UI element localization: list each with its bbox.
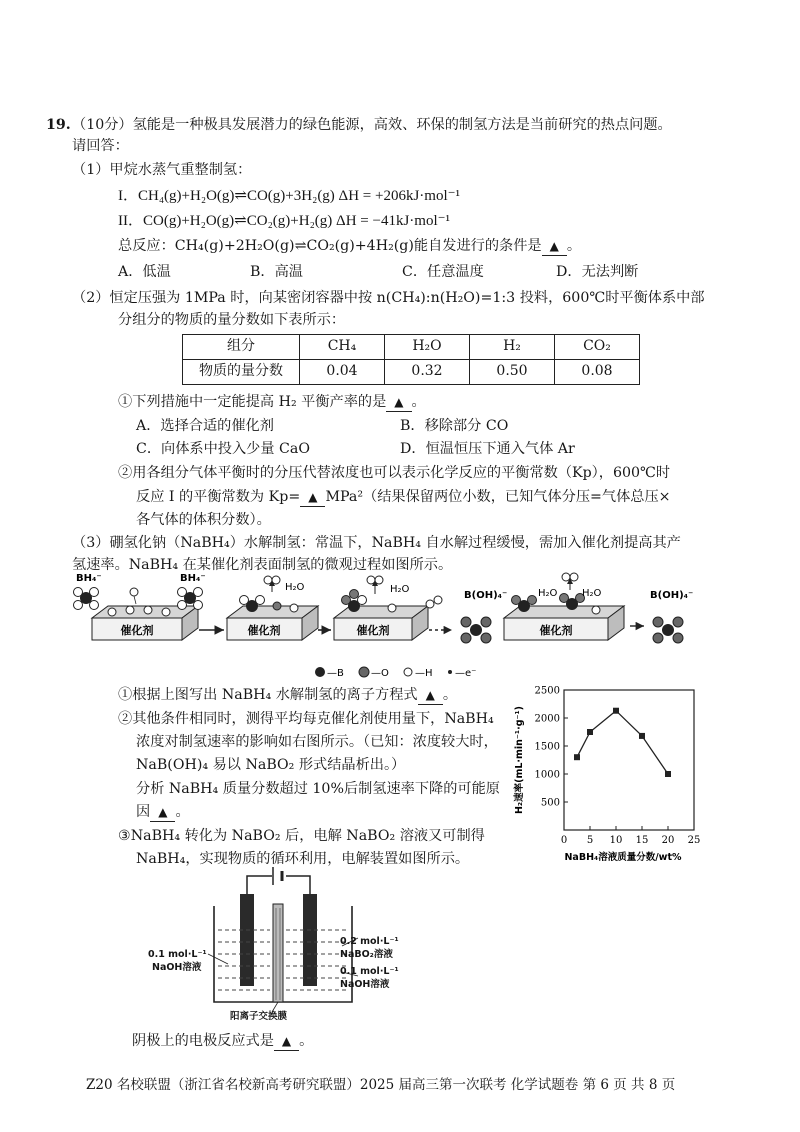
- question-prompt: 请回答：: [72, 138, 129, 154]
- part1-option-d: D．无法判断: [556, 264, 639, 280]
- catalyst-label: 催化剂: [539, 624, 573, 637]
- overall-reaction-text: 总反应：CH₄(g)+2H₂O(g)⇌CO₂(g)+4H₂(g)能自发进行的条件是: [118, 238, 542, 254]
- x-tick-label: 5: [586, 835, 594, 846]
- kp-text: 反应 I 的平衡常数为 Kp=: [136, 489, 301, 505]
- part2-q1-text: ①下列措施中一定能提高 H₂ 平衡产率的是: [118, 394, 387, 410]
- right-solution-label-2: NaOH溶液: [340, 979, 390, 990]
- part3-q1: ①根据上图写出 NaBH₄ 水解制氢的离子方程式 ▲ 。: [118, 687, 458, 703]
- h2o-label: H₂O: [582, 588, 602, 599]
- boh4-cluster: [461, 617, 491, 643]
- left-solution-label: NaOH溶液: [152, 962, 202, 973]
- question-header: （10分）氢能是一种极具发展潜力的绿色能源，高效、环保的制氢方法是当前研究的热点问题。: [72, 117, 672, 133]
- y-tick-label: 2000: [534, 713, 560, 725]
- boh4-label: B(OH)₄⁻: [464, 590, 508, 601]
- catalyst-label: 催化剂: [247, 624, 281, 637]
- answer-blank[interactable]: [274, 1034, 299, 1051]
- page-footer: Z20 名校联盟（浙江省名校新高考研究联盟）2025 届高三第一次联考 化学试题卷 第 6 页 共 8 页: [86, 1077, 676, 1093]
- hydrogen-legend-icon: [404, 668, 412, 676]
- part1-option-b: B．高温: [250, 264, 303, 280]
- left-electrode: [240, 894, 254, 986]
- h-atom: [592, 606, 600, 614]
- h2o-label: H₂O: [390, 584, 410, 595]
- x-tick-label: 15: [635, 835, 649, 846]
- boron-legend-icon: [315, 667, 325, 677]
- overall-reaction-question: 总反应：CH₄(g)+2H₂O(g)⇌CO₂(g)+4H₂(g)能自发进行的条件是 ▲ 。: [118, 238, 582, 254]
- left-conc-label: 0.1 mol·L⁻¹: [148, 949, 207, 960]
- right-solution-label-1: NaBO₂溶液: [340, 949, 393, 960]
- part2-line2: 分组分的物质的量分数如下表所示：: [118, 312, 346, 328]
- answer-marker-icon: ▲: [308, 490, 318, 504]
- part3-q2-line5: 因 ▲ 。: [136, 804, 190, 820]
- answer-blank[interactable]: [418, 688, 443, 705]
- plot-frame: [564, 690, 694, 830]
- h-atom: [434, 596, 442, 604]
- scheme-legend: [315, 667, 476, 679]
- bh4-label: BH₄⁻: [76, 573, 102, 584]
- data-point: [639, 733, 645, 739]
- part3-line2: 氢速率。NaBH₄ 在某催化剂表面制氢的微观过程如图所示。: [72, 557, 453, 573]
- answer-blank[interactable]: [542, 239, 567, 256]
- part2-q2-line2: [136, 489, 671, 507]
- part3-q2-line2: 浓度对制氢速率的影响如右图所示。（已知：浓度较大时，: [136, 734, 498, 750]
- part3-q2-line3: NaB(OH)₄ 易以 NaBO₂ 形式结晶析出。）: [136, 757, 406, 773]
- part2-option-d: D．恒温恒压下通入气体 Ar: [400, 441, 575, 457]
- h-atom: [108, 608, 116, 616]
- part1-option-c: C．任意温度: [402, 264, 484, 280]
- y-tick-label: 1000: [534, 769, 560, 781]
- right-conc-label-2: 0.1 mol·L⁻¹: [340, 966, 399, 977]
- catalyst-block-2: [227, 606, 318, 640]
- right-electrode: [303, 894, 317, 986]
- reaction-1: I．CH₄(g)+H₂O(g)⇌CO(g)+3H₂(g) ΔH = +206kJ·mol⁻¹: [118, 188, 461, 204]
- h-atom: [162, 608, 170, 616]
- y-axis-label: H₂速率(mL·min⁻¹·g⁻¹): [514, 705, 525, 815]
- part2-line1: （2）恒定压强为 1MPa 时，向某密闭容器中按 n(CH₄):n(H₂O)=1:3 投料，600℃时平衡体系中部: [72, 290, 705, 306]
- h-atom: [290, 604, 298, 612]
- x-tick-label: 25: [687, 835, 701, 846]
- reaction-2: II．CO(g)+H₂O(g)⇌CO₂(g)+H₂(g) ΔH = −41kJ·mol⁻¹: [118, 213, 451, 229]
- legend-label: —O: [371, 668, 389, 679]
- h2o-label: H₂O: [285, 582, 305, 593]
- table-header-cell: CO₂: [555, 335, 640, 360]
- data-point: [613, 708, 619, 714]
- table-header-row: [183, 335, 640, 360]
- table-cell: 0.50: [470, 360, 555, 385]
- part2-q2-line3: 各气体的体积分数）。: [136, 512, 271, 528]
- catalyst-label: 催化剂: [356, 624, 390, 637]
- table-cell: 物质的量分数: [183, 360, 300, 385]
- catalysis-scheme: [72, 572, 712, 682]
- cation-exchange-membrane: [273, 904, 283, 1002]
- table-cell: 0.04: [300, 360, 385, 385]
- answer-blank[interactable]: [386, 395, 411, 412]
- oxygen-legend-icon: [359, 667, 369, 677]
- answer-marker-icon: ▲: [549, 239, 559, 253]
- answer-marker-icon: ▲: [158, 805, 168, 819]
- part3-line1: （3）硼氢化钠（NaBH₄）水解制氢：常温下，NaBH₄ 自水解过程缓慢，需加入催化剂提高其产: [72, 535, 681, 551]
- part2-q2-line1: ②用各组分气体平衡时的分压代替浓度也可以表示化学反应的平衡常数（Kp），600℃时: [118, 465, 671, 481]
- table-cell: 0.08: [555, 360, 640, 385]
- part3-q1-text: ①根据上图写出 NaBH₄ 水解制氢的离子方程式: [118, 687, 418, 703]
- bh4-label: BH₄⁻: [180, 573, 206, 584]
- table-header-cell: H₂: [470, 335, 555, 360]
- o-atom: [273, 602, 281, 610]
- part3-q3-line2: NaBH₄，实现物质的循环利用，电解装置如图所示。: [136, 851, 470, 867]
- kp-unit-text: MPa²（结果保留两位小数，已知气体分压=气体总压×: [325, 489, 671, 505]
- part3-q3-line1: ③NaBH₄ 转化为 NaBO₂ 后，电解 NaBO₂ 溶液又可制得: [118, 828, 485, 844]
- catalyst-block-3: [334, 606, 428, 640]
- legend-label: —H: [415, 668, 433, 679]
- table-header-cell: H₂O: [385, 335, 470, 360]
- part2-option-b: B．移除部分 CO: [400, 418, 509, 434]
- part3-q4: 阴极上的电极反应式是 ▲ 。: [132, 1033, 314, 1049]
- composition-table: [182, 334, 640, 385]
- bh4-cluster: [74, 588, 99, 610]
- answer-blank[interactable]: [150, 805, 175, 822]
- x-tick-label: 20: [661, 835, 675, 846]
- membrane-label: 阳离子交换膜: [230, 1011, 288, 1022]
- data-point: [574, 754, 580, 760]
- x-tick-label: 0: [560, 835, 568, 846]
- answer-marker-icon: ▲: [281, 1034, 292, 1048]
- h-atom: [426, 600, 434, 608]
- part3-q2-line4: 分析 NaBH₄ 质量分数超过 10%后制氢速率下降的可能原: [136, 781, 500, 797]
- electron-legend-icon: [448, 670, 452, 674]
- answer-blank[interactable]: [300, 490, 325, 507]
- y-tick-label: 500: [540, 797, 560, 809]
- series-line: [577, 711, 668, 774]
- part3-q2-line1: ②其他条件相同时，测得平均每克催化剂使用量下，NaBH₄: [118, 711, 494, 727]
- part1-title: （1）甲烷水蒸气重整制氢：: [72, 162, 252, 178]
- table-header-cell: CH₄: [300, 335, 385, 360]
- answer-marker-icon: ▲: [394, 395, 404, 409]
- h-atom: [130, 588, 138, 596]
- legend-label: —B: [327, 668, 344, 679]
- y-tick-label: 2500: [534, 685, 560, 697]
- h-atom: [388, 604, 396, 612]
- part1-option-a: A．低温: [118, 264, 171, 280]
- part2-option-a: A．选择合适的催化剂: [136, 418, 274, 434]
- y-tick-label: 1500: [534, 741, 560, 753]
- data-point: [665, 771, 671, 777]
- boh4-label: B(OH)₄⁻: [650, 590, 694, 601]
- rate-chart: [500, 680, 710, 868]
- table-header-cell: 组分: [183, 335, 300, 360]
- part2-q1: ①下列措施中一定能提高 H₂ 平衡产率的是 ▲ 。: [118, 394, 426, 410]
- data-point: [587, 729, 593, 735]
- answer-marker-icon: ▲: [425, 688, 435, 702]
- h-atom: [144, 606, 152, 614]
- x-tick-label: 10: [609, 835, 623, 846]
- catalyst-label: 催化剂: [120, 624, 154, 637]
- part3-q4-text: 阴极上的电极反应式是: [132, 1033, 274, 1049]
- right-conc-label-1: 0.2 mol·L⁻¹: [340, 936, 399, 947]
- table-row: [183, 360, 640, 385]
- h-atom: [126, 606, 134, 614]
- h2o-label: H₂O: [538, 588, 558, 599]
- x-axis-label: NaBH₄溶液质量分数/wt%: [564, 852, 682, 863]
- boh4-cluster: [653, 617, 683, 643]
- part3-q2-last-text: 因: [136, 804, 151, 820]
- question-number: 19.: [46, 117, 71, 133]
- legend-label: —e⁻: [455, 668, 477, 679]
- part2-option-c: C．向体系中投入少量 CaO: [136, 441, 310, 457]
- table-cell: 0.32: [385, 360, 470, 385]
